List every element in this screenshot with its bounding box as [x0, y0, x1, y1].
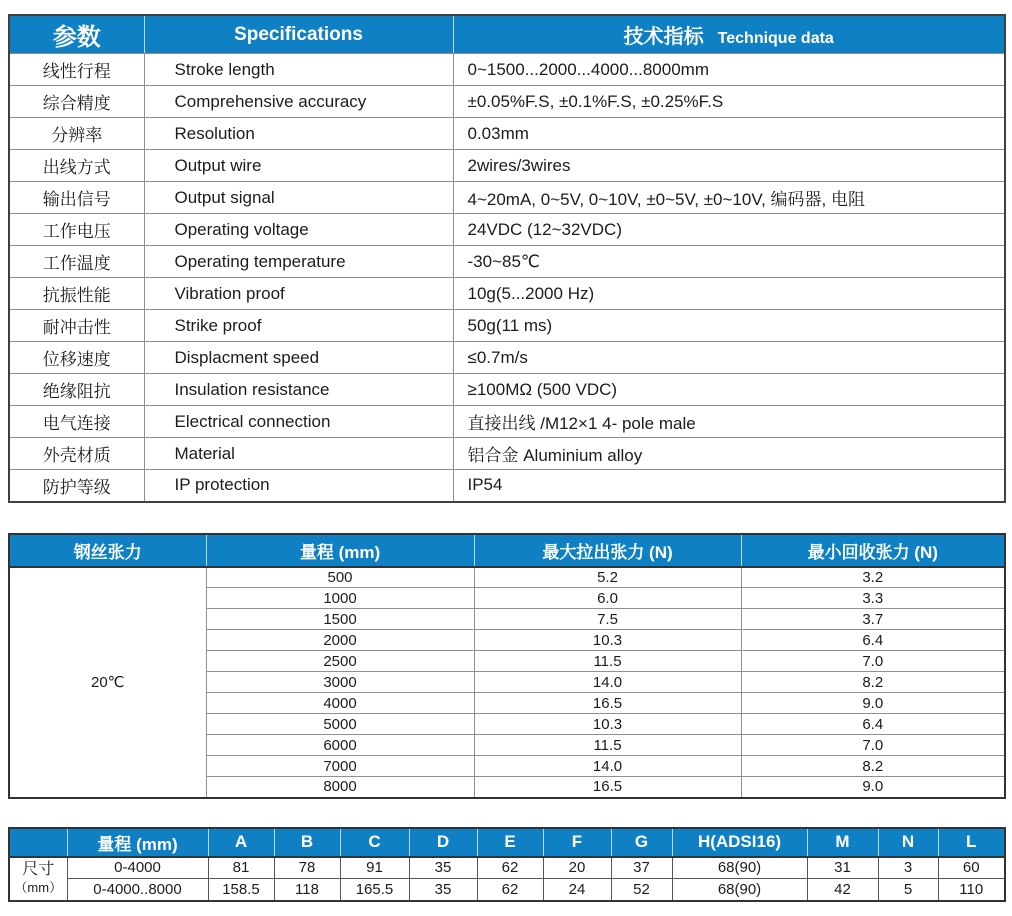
spec-cell: Displacment speed	[144, 342, 453, 374]
max-pull-cell: 10.3	[474, 714, 741, 735]
dim-c-cell: 165.5	[340, 879, 409, 901]
dimension-header-b: B	[274, 828, 340, 857]
dimension-header-corner	[9, 828, 67, 857]
spec-cell: Output signal	[144, 182, 453, 214]
tension-header-max-pull: 最大拉出张力 (N)	[474, 534, 741, 567]
table-row	[9, 374, 1005, 406]
spec-cell: Output wire	[144, 150, 453, 182]
min-retract-cell: 7.0	[741, 651, 1005, 672]
range-cell: 0-4000..8000	[67, 879, 208, 901]
spec-cell: Electrical connection	[144, 406, 453, 438]
min-retract-cell: 7.0	[741, 735, 1005, 756]
table-row	[9, 406, 1005, 438]
table-row	[9, 86, 1005, 118]
table-row	[9, 54, 1005, 86]
dimension-header-d: D	[409, 828, 477, 857]
spec-cell: IP protection	[144, 470, 453, 502]
spec-cell: Vibration proof	[144, 278, 453, 310]
param-cell: 出线方式	[9, 150, 144, 182]
dim-a-cell: 81	[208, 857, 274, 879]
max-pull-cell: 11.5	[474, 735, 741, 756]
param-cell: 抗振性能	[9, 278, 144, 310]
param-cell: 工作电压	[9, 214, 144, 246]
spec-header-technique-cn: 技术指标	[623, 26, 704, 48]
table-row	[9, 118, 1005, 150]
spec-cell: Strike proof	[144, 310, 453, 342]
dim-n-cell: 3	[878, 857, 938, 879]
param-cell: 线性行程	[9, 54, 144, 86]
dim-a-cell: 158.5	[208, 879, 274, 901]
range-cell: 8000	[206, 777, 474, 798]
value-cell: 10g(5...2000 Hz)	[453, 278, 1005, 310]
dimension-header-f: F	[543, 828, 611, 857]
dimension-header-row	[9, 828, 1005, 857]
spec-header-specifications: Specifications	[144, 15, 453, 54]
value-cell: ≤0.7m/s	[453, 342, 1005, 374]
dimension-header-l: L	[938, 828, 1005, 857]
value-cell: 50g(11 ms)	[453, 310, 1005, 342]
range-cell: 500	[206, 567, 474, 588]
spec-cell: Resolution	[144, 118, 453, 150]
dim-f-cell: 24	[543, 879, 611, 901]
range-cell: 2500	[206, 651, 474, 672]
value-cell: 24VDC (12~32VDC)	[453, 214, 1005, 246]
min-retract-cell: 3.7	[741, 609, 1005, 630]
table-row	[9, 857, 1005, 879]
range-cell: 0-4000	[67, 857, 208, 879]
range-cell: 5000	[206, 714, 474, 735]
param-cell: 分辨率	[9, 118, 144, 150]
table-row	[9, 278, 1005, 310]
min-retract-cell: 3.3	[741, 588, 1005, 609]
max-pull-cell: 14.0	[474, 672, 741, 693]
param-cell: 综合精度	[9, 86, 144, 118]
range-cell: 6000	[206, 735, 474, 756]
tension-header-min-retract: 最小回收张力 (N)	[741, 534, 1005, 567]
tension-header-range: 量程 (mm)	[206, 534, 474, 567]
spec-table	[8, 14, 1006, 503]
table-row	[9, 438, 1005, 470]
value-cell: 2wires/3wires	[453, 150, 1005, 182]
spec-header-param: 参数	[9, 15, 144, 54]
param-cell: 防护等级	[9, 470, 144, 502]
min-retract-cell: 8.2	[741, 672, 1005, 693]
spec-cell: Stroke length	[144, 54, 453, 86]
dimension-header-n: N	[878, 828, 938, 857]
spec-cell: Comprehensive accuracy	[144, 86, 453, 118]
max-pull-cell: 16.5	[474, 777, 741, 798]
max-pull-cell: 6.0	[474, 588, 741, 609]
max-pull-cell: 16.5	[474, 693, 741, 714]
table-row	[9, 214, 1005, 246]
param-cell: 耐冲击性	[9, 310, 144, 342]
param-cell: 位移速度	[9, 342, 144, 374]
min-retract-cell: 9.0	[741, 693, 1005, 714]
spec-header-row	[9, 15, 1005, 54]
spec-header-technique-data	[453, 15, 1005, 54]
dim-f-cell: 20	[543, 857, 611, 879]
range-cell: 7000	[206, 756, 474, 777]
dimension-header-c: C	[340, 828, 409, 857]
min-retract-cell: 9.0	[741, 777, 1005, 798]
dim-m-cell: 42	[807, 879, 878, 901]
min-retract-cell: 6.4	[741, 630, 1005, 651]
dimension-header-a: A	[208, 828, 274, 857]
dim-e-cell: 62	[477, 879, 543, 901]
range-cell: 1000	[206, 588, 474, 609]
dimension-header-e: E	[477, 828, 543, 857]
range-cell: 3000	[206, 672, 474, 693]
dim-m-cell: 31	[807, 857, 878, 879]
table-row	[9, 879, 1005, 901]
dim-l-cell: 60	[938, 857, 1005, 879]
value-cell: ±0.05%F.S, ±0.1%F.S, ±0.25%F.S	[453, 86, 1005, 118]
max-pull-cell: 14.0	[474, 756, 741, 777]
min-retract-cell: 3.2	[741, 567, 1005, 588]
min-retract-cell: 8.2	[741, 756, 1005, 777]
dimension-header-g: G	[611, 828, 672, 857]
min-retract-cell: 6.4	[741, 714, 1005, 735]
spec-cell: Material	[144, 438, 453, 470]
spec-cell: Operating temperature	[144, 246, 453, 278]
max-pull-cell: 10.3	[474, 630, 741, 651]
value-cell: ≥100MΩ (500 VDC)	[453, 374, 1005, 406]
dim-c-cell: 91	[340, 857, 409, 879]
param-cell: 外壳材质	[9, 438, 144, 470]
dim-n-cell: 5	[878, 879, 938, 901]
wire-tension-table	[8, 533, 1006, 799]
table-row	[9, 246, 1005, 278]
range-cell: 4000	[206, 693, 474, 714]
max-pull-cell: 11.5	[474, 651, 741, 672]
table-row	[9, 310, 1005, 342]
table-row	[9, 470, 1005, 502]
dim-g-cell: 52	[611, 879, 672, 901]
size-label-cn: 尺寸	[22, 861, 55, 879]
value-cell: 4~20mA, 0~5V, 0~10V, ±0~5V, ±0~10V, 编码器, 电阻	[453, 182, 1005, 214]
table-row	[9, 150, 1005, 182]
table-row	[9, 342, 1005, 374]
range-cell: 2000	[206, 630, 474, 651]
size-label-unit: （mm）	[14, 880, 63, 896]
value-cell: 直接出线 /M12×1 4- pole male	[453, 406, 1005, 438]
dim-l-cell: 110	[938, 879, 1005, 901]
spec-header-technique-en: Technique data	[717, 30, 834, 47]
value-cell: 0.03mm	[453, 118, 1005, 150]
param-cell: 工作温度	[9, 246, 144, 278]
size-label-cell	[9, 857, 67, 901]
dimension-table	[8, 827, 1006, 902]
dim-b-cell: 78	[274, 857, 340, 879]
table-row	[9, 182, 1005, 214]
value-cell: 铝合金 Aluminium alloy	[453, 438, 1005, 470]
value-cell: -30~85℃	[453, 246, 1005, 278]
dim-b-cell: 118	[274, 879, 340, 901]
temperature-cell: 20℃	[9, 567, 206, 798]
range-cell: 1500	[206, 609, 474, 630]
param-cell: 绝缘阻抗	[9, 374, 144, 406]
dimension-header-range: 量程 (mm)	[67, 828, 208, 857]
tension-header-wire-tension: 钢丝张力	[9, 534, 206, 567]
param-cell: 电气连接	[9, 406, 144, 438]
max-pull-cell: 5.2	[474, 567, 741, 588]
dim-h-cell: 68(90)	[672, 857, 807, 879]
spec-cell: Operating voltage	[144, 214, 453, 246]
dimension-header-h-adsi16: H(ADSI16)	[672, 828, 807, 857]
dimension-header-m: M	[807, 828, 878, 857]
dim-g-cell: 37	[611, 857, 672, 879]
value-cell: IP54	[453, 470, 1005, 502]
spec-cell: Insulation resistance	[144, 374, 453, 406]
dim-d-cell: 35	[409, 879, 477, 901]
value-cell: 0~1500...2000...4000...8000mm	[453, 54, 1005, 86]
table-row	[9, 567, 1005, 588]
dim-d-cell: 35	[409, 857, 477, 879]
dim-e-cell: 62	[477, 857, 543, 879]
param-cell: 输出信号	[9, 182, 144, 214]
max-pull-cell: 7.5	[474, 609, 741, 630]
dim-h-cell: 68(90)	[672, 879, 807, 901]
tension-header-row	[9, 534, 1005, 567]
